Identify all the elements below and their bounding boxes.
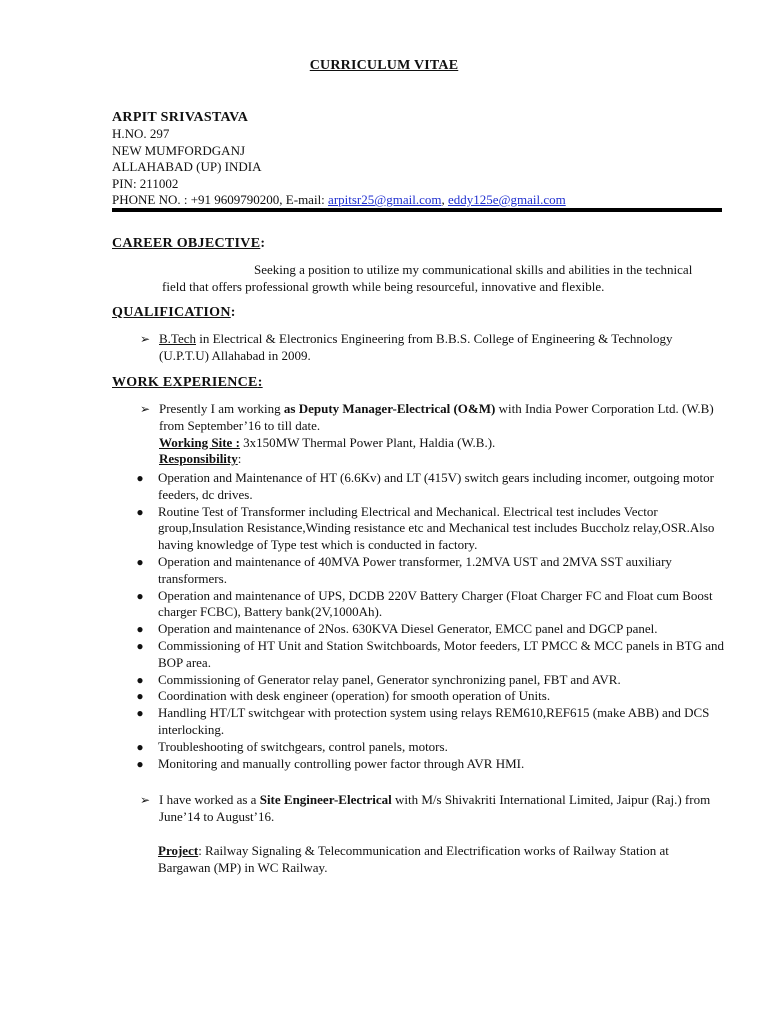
list-item-text: Operation and maintenance of UPS, DCDB 220V Battery Charger (Float Charger FC and Float cum Boost charger FCBC), Battery bank(2V,1000Ah). — [158, 587, 713, 620]
bullet-dot-icon: ● — [136, 638, 144, 653]
list-item-text: Operation and Maintenance of HT (6.6Kv) and LT (415V) switch gears including incomer, outgoing motor feeders, dc drives. — [158, 470, 714, 502]
list-item — [134, 554, 724, 588]
working-site-line — [159, 435, 720, 452]
bullet-dot-icon: ● — [136, 706, 144, 721]
qualification-item — [140, 331, 720, 365]
list-item — [134, 739, 724, 756]
list-item — [134, 705, 724, 739]
arrow-bullet-icon: ➢ — [140, 793, 151, 807]
candidate-name: ARPIT SRIVASTAVA — [112, 110, 249, 125]
list-item — [134, 621, 724, 638]
bullet-dot-icon: ● — [136, 689, 144, 704]
current-job — [140, 401, 720, 468]
list-item-text: Commissioning of Generator relay panel, Generator synchronizing panel, FBT and AVR. — [158, 671, 621, 687]
phone-label: PHONE NO. : +91 9609790200, E-mail: — [112, 192, 329, 208]
qualification-colon: : — [230, 305, 236, 320]
working-site-value: 3x150MW Thermal Power Plant, Haldia (W.B.). — [239, 434, 496, 450]
list-item-text: Commissioning of HT Unit and Station Switchboards, Motor feeders, LT PMCC & MCC panels in BTG and BOP area. — [158, 637, 724, 670]
list-item — [134, 672, 724, 689]
contact-block — [112, 110, 566, 208]
bullet-dot-icon: ● — [136, 672, 144, 687]
list-item-text: Operation and maintenance of 2Nos. 630KVA Diesel Generator, EMCC panel and DGCP panel. — [158, 621, 658, 637]
career-objective-body: Seeking a position to utilize my communicational skills and abilities in the technical field that offers professional growth while being resourceful, innovative and flexible. — [162, 262, 693, 294]
list-item — [134, 756, 724, 773]
project-label: Project — [158, 843, 199, 858]
work-experience-heading — [112, 375, 263, 391]
address-line-1: H.NO. 297 — [112, 126, 170, 142]
responsibility-list — [134, 470, 724, 772]
list-item-text: Routine Test of Transformer including Electrical and Mechanical. Electrical test includes Vector group,Insulation Resistance,Winding resistance etc and Mechanical test includes Buccholz relay,OSR.Also having knowledge of Type test which is conducted in factory. — [158, 503, 715, 553]
career-objective-heading-text: CAREER OBJECTIVE — [112, 236, 261, 251]
career-objective-heading — [112, 236, 265, 252]
arrow-bullet-icon: ➢ — [140, 332, 151, 346]
current-job-role: as Deputy Manager-Electrical (O&M) — [283, 401, 496, 416]
current-job-text — [159, 401, 720, 435]
list-item-text: Troubleshooting of switchgears, control panels, motors. — [158, 738, 448, 754]
email-separator: , — [441, 192, 448, 208]
current-job-post: with India Power Corporation Ltd. (W.B) from September’16 to till date. — [159, 401, 714, 433]
pin-code: PIN: 211002 — [112, 175, 179, 191]
bullet-dot-icon: ● — [136, 554, 144, 569]
degree-name: B.Tech — [159, 331, 196, 346]
list-item-text: Handling HT/LT switchgear with protection system using relays REM610,REF615 (make ABB) and DCS interlocking. — [158, 705, 710, 737]
project-description — [158, 843, 718, 877]
phone-email-line — [112, 192, 566, 208]
bullet-dot-icon: ● — [136, 504, 144, 519]
previous-job-text — [159, 792, 720, 826]
list-item — [134, 688, 724, 705]
qualification-text — [159, 331, 720, 365]
bullet-dot-icon: ● — [136, 739, 144, 754]
list-item — [134, 470, 724, 504]
qualification-heading — [112, 305, 236, 321]
list-item — [134, 638, 724, 672]
responsibility-line — [159, 451, 720, 468]
list-item-text: Coordination with desk engineer (operation) for smooth operation of Units. — [158, 688, 551, 704]
list-item — [134, 588, 724, 622]
list-item-text: Operation and maintenance of 40MVA Power transformer, 1.2MVA UST and 2MVA SST auxiliary transformers. — [158, 553, 672, 586]
degree-details: in Electrical & Electronics Engineering from B.B.S. College of Engineering & Technology (U.P.T.U) Allahabad in 2009. — [159, 331, 673, 363]
previous-job-pre: I have worked as a — [159, 792, 260, 807]
email-link-1[interactable]: arpitsr25@gmail.com — [328, 192, 442, 208]
list-item-text: Monitoring and manually controlling power factor through AVR HMI. — [158, 755, 525, 771]
work-experience-colon: : — [257, 375, 263, 390]
bullet-dot-icon: ● — [136, 622, 144, 637]
list-item — [134, 504, 724, 554]
responsibility-colon: : — [237, 451, 242, 467]
address-line-2: NEW MUMFORDGANJ — [112, 142, 246, 158]
career-objective-colon: : — [260, 236, 266, 251]
address-line-3: ALLAHABAD (UP) INDIA — [112, 159, 262, 175]
arrow-bullet-icon: ➢ — [140, 402, 151, 416]
responsibility-label: Responsibility — [159, 451, 238, 467]
working-site-label: Working Site : — [159, 434, 240, 450]
qualification-heading-text: QUALIFICATION — [112, 305, 231, 320]
bullet-dot-icon: ● — [136, 588, 144, 603]
previous-job-role: Site Engineer-Electrical — [259, 792, 392, 807]
work-experience-heading-text: WORK EXPERIENCE — [112, 375, 258, 390]
previous-job-post: with M/s Shivakriti International Limited, Jaipur (Raj.) from June’14 to August’16. — [159, 792, 711, 824]
bullet-dot-icon: ● — [136, 756, 144, 771]
email-link-2[interactable]: eddy125e@gmail.com — [447, 192, 566, 208]
bullet-dot-icon: ● — [136, 471, 144, 485]
header-divider — [112, 208, 722, 212]
career-objective-text — [162, 262, 702, 295]
previous-job — [140, 792, 720, 826]
current-job-pre: Presently I am working — [159, 401, 284, 416]
project-text: : Railway Signaling & Telecommunication and Electrification works of Railway Station at Bargawan (MP) in WC Railway. — [158, 843, 669, 875]
document-title: CURRICULUM VITAE — [309, 58, 459, 73]
